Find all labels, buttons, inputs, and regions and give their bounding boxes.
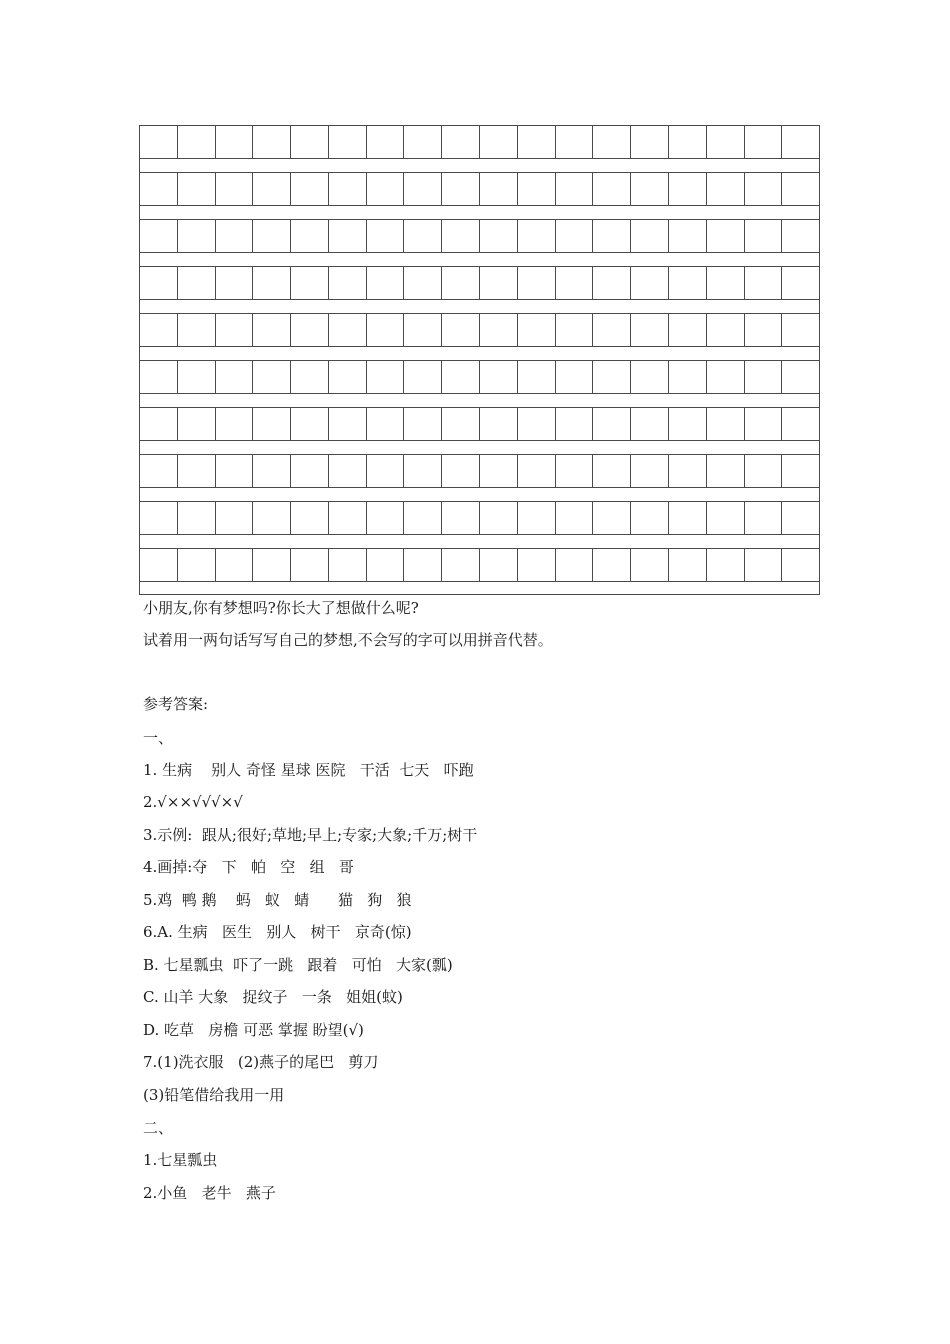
grid-cell	[479, 220, 517, 252]
grid-cell	[555, 455, 593, 487]
grid-cell	[328, 314, 366, 346]
grid-cell	[328, 267, 366, 299]
grid-cell	[517, 408, 555, 440]
grid-cell	[706, 267, 744, 299]
grid-cell	[706, 455, 744, 487]
grid-cell	[744, 408, 782, 440]
grid-cell	[140, 173, 177, 205]
grid-row-gap	[140, 299, 819, 313]
grid-cell	[479, 126, 517, 158]
grid-cell	[290, 173, 328, 205]
grid-cell	[177, 126, 215, 158]
grid-cell	[252, 220, 290, 252]
grid-cell	[781, 502, 819, 534]
grid-cell	[781, 361, 819, 393]
grid-cell	[630, 502, 668, 534]
grid-cell	[177, 455, 215, 487]
grid-cell	[177, 408, 215, 440]
grid-cell	[479, 173, 517, 205]
grid-cell	[706, 408, 744, 440]
grid-cell	[215, 502, 253, 534]
grid-cell	[781, 549, 819, 581]
grid-cell	[328, 408, 366, 440]
grid-cell	[252, 173, 290, 205]
grid-row	[140, 219, 819, 252]
grid-cell	[517, 220, 555, 252]
answer-line: 2.小鱼 老牛 燕子	[143, 1184, 276, 1202]
grid-cell	[403, 455, 441, 487]
grid-cell	[555, 549, 593, 581]
grid-cell	[177, 361, 215, 393]
grid-cell	[517, 361, 555, 393]
prompt-line-1: 小朋友,你有梦想吗?你长大了想做什么呢?	[143, 599, 419, 617]
grid-cell	[290, 220, 328, 252]
grid-cell	[441, 408, 479, 440]
grid-cell	[366, 455, 404, 487]
section-2-title: 二、	[143, 1119, 174, 1137]
grid-cell	[668, 361, 706, 393]
grid-cell	[215, 220, 253, 252]
grid-cell	[744, 455, 782, 487]
grid-cell	[140, 267, 177, 299]
grid-cell	[555, 408, 593, 440]
grid-cell	[252, 267, 290, 299]
grid-row-gap	[140, 346, 819, 360]
grid-cell	[706, 220, 744, 252]
grid-cell	[517, 455, 555, 487]
grid-row	[140, 360, 819, 393]
grid-cell	[140, 126, 177, 158]
grid-cell	[290, 408, 328, 440]
grid-cell	[441, 549, 479, 581]
grid-cell	[215, 267, 253, 299]
grid-cell	[441, 220, 479, 252]
grid-cell	[744, 126, 782, 158]
grid-cell	[592, 173, 630, 205]
grid-row	[140, 548, 819, 581]
grid-cell	[592, 126, 630, 158]
grid-cell	[592, 502, 630, 534]
grid-cell	[479, 502, 517, 534]
answer-line: 6.A. 生病 医生 别人 树干 京奇(惊)	[143, 923, 412, 941]
grid-cell	[555, 173, 593, 205]
grid-cell	[592, 267, 630, 299]
grid-cell	[555, 361, 593, 393]
grid-cell	[668, 455, 706, 487]
grid-cell	[517, 502, 555, 534]
grid-cell	[668, 173, 706, 205]
grid-cell	[630, 126, 668, 158]
grid-cell	[366, 549, 404, 581]
grid-cell	[290, 267, 328, 299]
grid-cell	[140, 455, 177, 487]
grid-cell	[630, 267, 668, 299]
grid-cell	[140, 361, 177, 393]
grid-cell	[403, 267, 441, 299]
grid-cell	[403, 314, 441, 346]
grid-row-gap	[140, 487, 819, 501]
grid-cell	[592, 220, 630, 252]
grid-cell	[630, 361, 668, 393]
grid-cell	[479, 267, 517, 299]
grid-cell	[328, 220, 366, 252]
grid-cell	[744, 361, 782, 393]
grid-cell	[744, 549, 782, 581]
grid-cell	[403, 173, 441, 205]
grid-cell	[668, 408, 706, 440]
grid-cell	[479, 455, 517, 487]
grid-cell	[706, 549, 744, 581]
grid-cell	[592, 455, 630, 487]
grid-cell	[366, 220, 404, 252]
grid-cell	[668, 314, 706, 346]
grid-cell	[252, 314, 290, 346]
grid-cell	[668, 502, 706, 534]
grid-cell	[441, 502, 479, 534]
grid-row	[140, 313, 819, 346]
grid-cell	[290, 455, 328, 487]
grid-cell	[177, 314, 215, 346]
grid-cell	[403, 220, 441, 252]
answer-line: B. 七星瓢虫 吓了一跳 跟着 可怕 大家(瓢)	[143, 956, 453, 974]
grid-cell	[517, 267, 555, 299]
grid-cell	[403, 408, 441, 440]
grid-cell	[517, 549, 555, 581]
answer-line: C. 山羊 大象 捉纹子 一条 姐姐(蚊)	[143, 988, 403, 1006]
grid-cell	[517, 173, 555, 205]
grid-cell	[140, 314, 177, 346]
grid-cell	[706, 502, 744, 534]
grid-row-gap	[140, 581, 819, 595]
grid-cell	[706, 361, 744, 393]
grid-cell	[328, 455, 366, 487]
grid-cell	[366, 173, 404, 205]
grid-cell	[140, 408, 177, 440]
grid-cell	[555, 502, 593, 534]
grid-cell	[744, 502, 782, 534]
grid-cell	[668, 220, 706, 252]
grid-cell	[441, 314, 479, 346]
grid-cell	[517, 126, 555, 158]
grid-cell	[441, 173, 479, 205]
grid-cell	[290, 314, 328, 346]
grid-cell	[366, 502, 404, 534]
grid-cell	[252, 361, 290, 393]
grid-cell	[366, 314, 404, 346]
grid-cell	[177, 502, 215, 534]
grid-cell	[706, 126, 744, 158]
grid-cell	[290, 126, 328, 158]
answer-line: 1. 生病 别人 奇怪 星球 医院 干活 七天 吓跑	[143, 761, 474, 779]
grid-cell	[781, 408, 819, 440]
grid-cell	[630, 455, 668, 487]
grid-row	[140, 125, 819, 158]
grid-row	[140, 266, 819, 299]
grid-row-gap	[140, 252, 819, 266]
grid-cell	[668, 549, 706, 581]
grid-cell	[140, 502, 177, 534]
grid-row-gap	[140, 393, 819, 407]
grid-cell	[555, 314, 593, 346]
answer-line: 4.画掉:夺 下 帕 空 组 哥	[143, 858, 354, 876]
grid-cell	[328, 549, 366, 581]
grid-cell	[215, 314, 253, 346]
answer-line: 1.七星瓢虫	[143, 1151, 218, 1169]
grid-cell	[479, 361, 517, 393]
grid-cell	[290, 549, 328, 581]
grid-cell	[517, 314, 555, 346]
grid-cell	[252, 502, 290, 534]
grid-cell	[403, 549, 441, 581]
grid-cell	[781, 126, 819, 158]
grid-cell	[215, 126, 253, 158]
grid-cell	[403, 126, 441, 158]
section-1-title: 一、	[143, 729, 174, 747]
grid-cell	[252, 455, 290, 487]
grid-row	[140, 407, 819, 440]
grid-cell	[781, 314, 819, 346]
grid-cell	[252, 549, 290, 581]
grid-cell	[403, 502, 441, 534]
grid-cell	[140, 549, 177, 581]
grid-cell	[592, 314, 630, 346]
grid-cell	[781, 267, 819, 299]
grid-row-gap	[140, 158, 819, 172]
grid-cell	[706, 173, 744, 205]
grid-cell	[479, 314, 517, 346]
grid-cell	[744, 220, 782, 252]
answer-line: (3)铅笔借给我用一用	[143, 1086, 285, 1104]
grid-cell	[630, 314, 668, 346]
grid-cell	[140, 220, 177, 252]
grid-cell	[630, 549, 668, 581]
grid-cell	[177, 549, 215, 581]
grid-cell	[252, 126, 290, 158]
grid-cell	[441, 361, 479, 393]
grid-cell	[668, 126, 706, 158]
grid-cell	[215, 549, 253, 581]
grid-cell	[781, 220, 819, 252]
grid-cell	[781, 173, 819, 205]
grid-cell	[630, 173, 668, 205]
grid-cell	[290, 502, 328, 534]
grid-cell	[441, 126, 479, 158]
answer-line: 5.鸡 鸭 鹅 蚂 蚁 蜻 猫 狗 狼	[143, 891, 412, 909]
grid-cell	[366, 267, 404, 299]
grid-cell	[177, 220, 215, 252]
grid-cell	[555, 220, 593, 252]
grid-cell	[328, 502, 366, 534]
grid-cell	[668, 267, 706, 299]
grid-row-gap	[140, 205, 819, 219]
grid-cell	[328, 126, 366, 158]
grid-cell	[781, 455, 819, 487]
grid-cell	[215, 408, 253, 440]
grid-cell	[366, 126, 404, 158]
answer-line: D. 吃草 房檐 可恶 掌握 盼望(√)	[143, 1021, 364, 1039]
prompt-line-2: 试着用一两句话写写自己的梦想,不会写的字可以用拼音代替。	[143, 631, 553, 649]
grid-cell	[366, 408, 404, 440]
answer-line: 3.示例: 跟从;很好;草地;早上;专家;大象;千万;树干	[143, 826, 478, 844]
answers-heading: 参考答案:	[143, 695, 209, 713]
grid-cell	[328, 173, 366, 205]
grid-cell	[441, 267, 479, 299]
grid-cell	[403, 361, 441, 393]
grid-cell	[592, 408, 630, 440]
grid-cell	[366, 361, 404, 393]
grid-cell	[555, 126, 593, 158]
grid-row	[140, 454, 819, 487]
grid-cell	[479, 549, 517, 581]
grid-row	[140, 501, 819, 534]
answer-line: 2.√××√√√×√	[143, 793, 243, 811]
grid-row-gap	[140, 440, 819, 454]
grid-cell	[479, 408, 517, 440]
grid-cell	[252, 408, 290, 440]
answer-line: 7.(1)洗衣服 (2)燕子的尾巴 剪刀	[143, 1053, 379, 1071]
grid-row	[140, 172, 819, 205]
grid-row-gap	[140, 534, 819, 548]
grid-cell	[630, 220, 668, 252]
grid-cell	[177, 173, 215, 205]
grid-cell	[744, 267, 782, 299]
grid-cell	[706, 314, 744, 346]
grid-cell	[592, 549, 630, 581]
grid-cell	[215, 455, 253, 487]
grid-cell	[290, 361, 328, 393]
grid-cell	[441, 455, 479, 487]
grid-cell	[215, 173, 253, 205]
grid-cell	[555, 267, 593, 299]
grid-cell	[744, 314, 782, 346]
grid-cell	[328, 361, 366, 393]
grid-cell	[177, 267, 215, 299]
grid-cell	[592, 361, 630, 393]
writing-grid	[139, 125, 820, 595]
grid-cell	[630, 408, 668, 440]
grid-cell	[215, 361, 253, 393]
grid-cell	[744, 173, 782, 205]
